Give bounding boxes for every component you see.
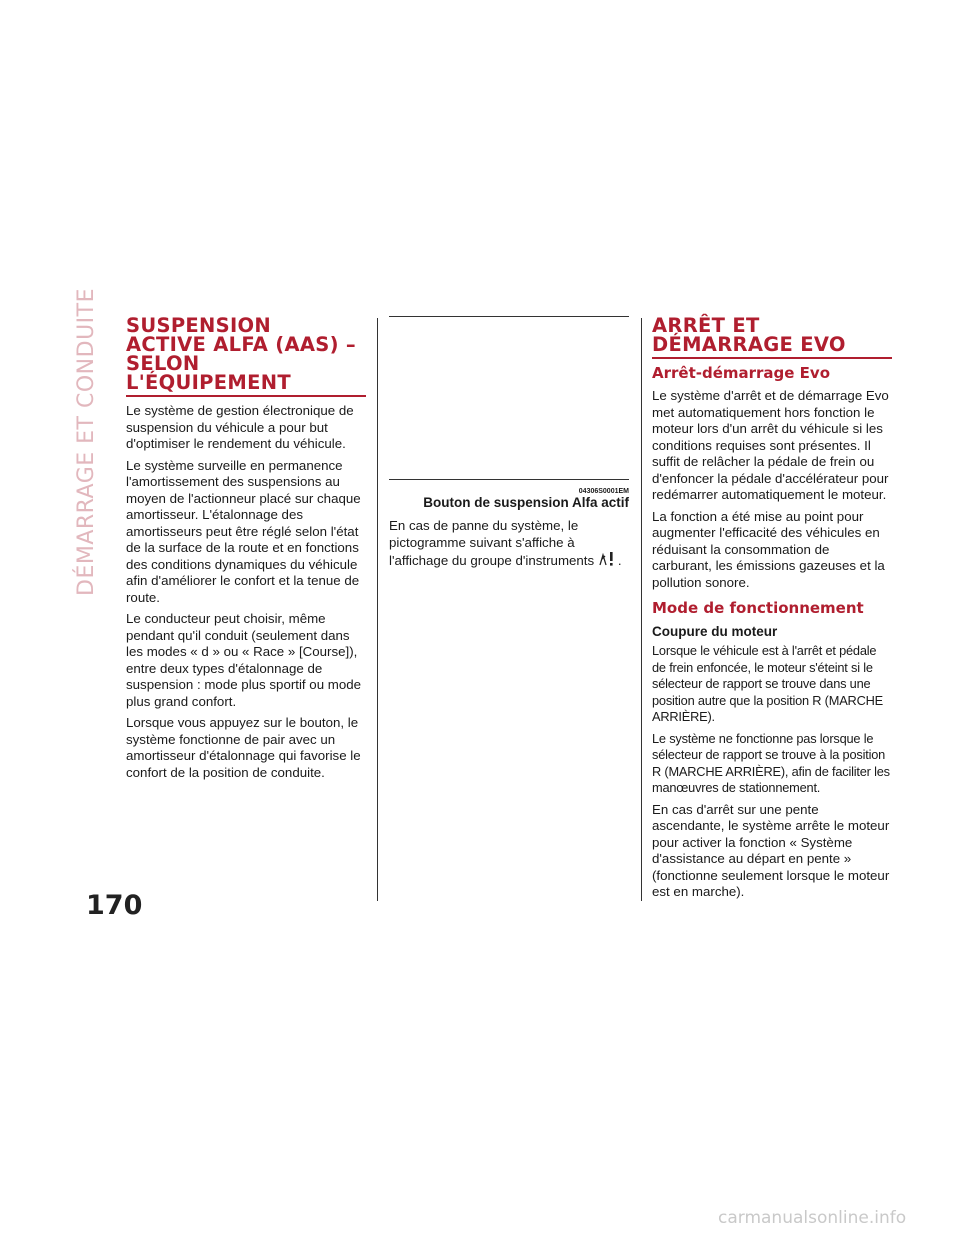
- column-divider-left: [377, 318, 378, 901]
- left-column: [126, 316, 366, 786]
- page-number: 170: [86, 890, 143, 921]
- paragraph: Le système d'arrêt et de démarrage Evo met automatiquement hors fonction le moteur lors d'un arrêt du véhicule si les conditions requises sont présentes. Il suffit de relâcher la pédale de frein ou d'enfoncer la pédale d'accélérateur pour redémarrer automatiquement le moteur.: [652, 388, 889, 502]
- column-divider-right: [641, 318, 642, 901]
- paragraph: Le système surveille en permanence l'amortissement des suspensions au moyen de l'actionneur placé sur chaque amortisseur. L'étalonnage des amortisseurs peut être réglé selon l'état de la surface de la route et en fonctions des conditions dynamiques du véhicule afin d'améliorer le confort et la tenue de route.: [126, 457, 361, 605]
- paragraph: Lorsque vous appuyez sur le bouton, le système fonctionne de pair avec un amortisseur d'étalonnage qui favorise le confort de la position de conduite.: [126, 715, 361, 780]
- paragraph: En cas d'arrêt sur une pente ascendante, le système arrête le moteur pour activer la fonction « Système d'assistance au départ en pente » (fonctionne seulement lorsque le moteur est en marche).: [652, 801, 890, 899]
- paragraph: Le système ne fonctionne pas lorsque le sélecteur de rapport se trouve à la position R (MARCHE ARRIÈRE), afin de faciliter les manœuvres de stationnement.: [652, 730, 890, 795]
- paragraph: Le conducteur peut choisir, même pendant qu'il conduit (seulement dans les modes « d » ou « Race » [Course]), entre deux types d'étalonnage de suspension : mode plus sportif ou mode plus grand confort.: [126, 611, 362, 709]
- paragraph: La fonction a été mise au point pour augmenter l'efficacité des véhicules en réduisant la consommation de carburant, les émissions gazeuses et la pollution sonore.: [652, 508, 885, 590]
- watermark-logo: carmanualsonline.info: [718, 1208, 907, 1228]
- section-title-suspension: SUSPENSION ACTIVE ALFA (AAS) – SELON L'ÉQUIPEMENT: [126, 316, 366, 397]
- subtitle-stop-start-evo: Arrêt-démarrage Evo: [652, 364, 831, 382]
- suspension-warning-icon: [598, 551, 618, 572]
- figure-top-rule: [389, 316, 629, 479]
- figure-bottom-rule: [389, 479, 629, 480]
- paragraph: En cas de panne du système, le pictogramme suivant s'affiche à l'affichage du groupe d'instruments .: [389, 518, 629, 572]
- paragraph: Le système de gestion électronique de suspension du véhicule a pour but d'optimiser le rendement du véhicule.: [126, 403, 354, 451]
- paragraph: Lorsque le véhicule est à l'arrêt et pédale de frein enfoncée, le moteur s'éteint si le sélecteur de rapport se trouve dans une position autre que la position R (MARCHE ARRIÈRE).: [652, 643, 883, 724]
- subheading-engine-cutoff: Coupure du moteur: [652, 624, 778, 639]
- figure-code: 04306S0001EM: [578, 488, 629, 495]
- section-title-stop-start: ARRÊT ET DÉMARRAGE EVO: [652, 316, 892, 359]
- figure-caption: Bouton de suspension Alfa actif: [423, 495, 629, 510]
- right-column: [652, 316, 892, 906]
- chapter-side-title: DÉMARRAGE ET CONDUITE: [74, 288, 99, 596]
- middle-column: [389, 316, 629, 577]
- subtitle-operating-mode: Mode de fonctionnement: [652, 599, 864, 617]
